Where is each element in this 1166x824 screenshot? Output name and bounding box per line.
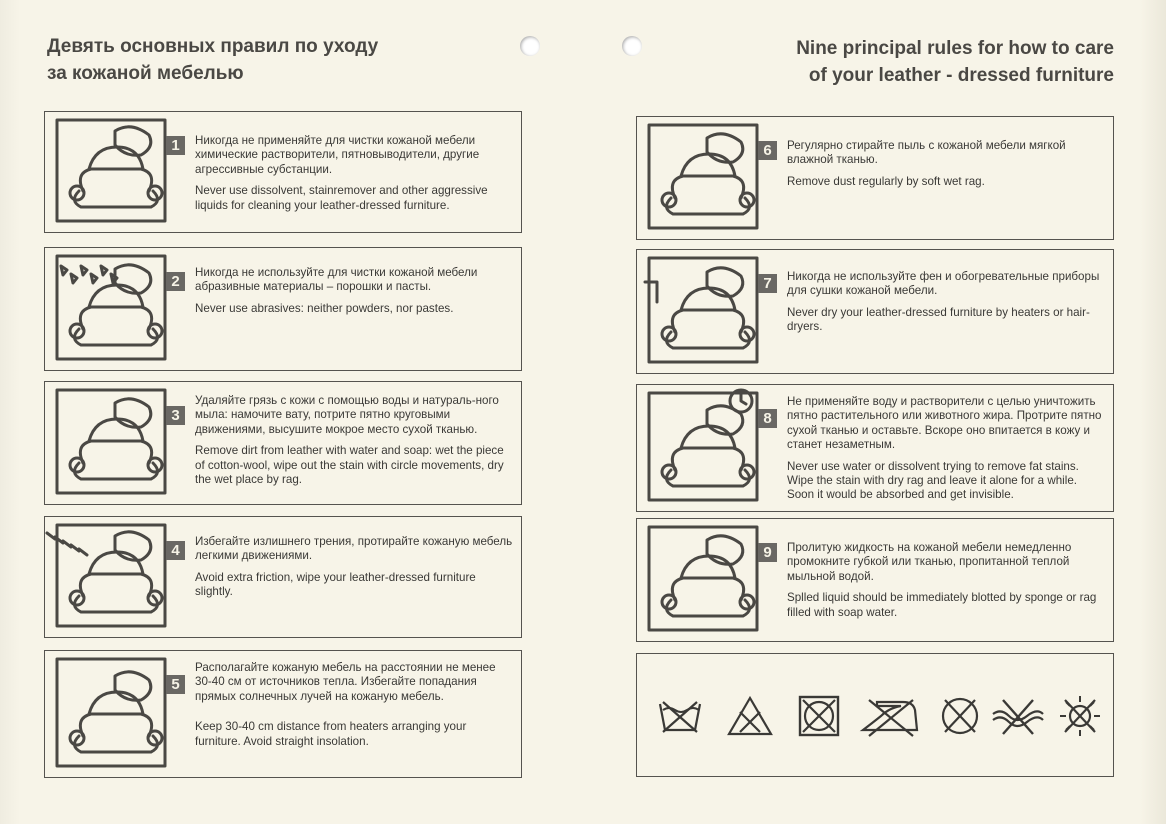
rule-number-badge: 6	[758, 141, 777, 160]
rule-number-badge: 9	[758, 543, 777, 562]
title-russian: Девять основных правил по уходу за кожаной мебелью	[47, 36, 379, 84]
illustration-rule-2	[45, 248, 185, 369]
rule-9	[636, 518, 1114, 642]
illustration-rule-9	[637, 519, 777, 640]
rule-text	[787, 139, 1105, 196]
rule-text-russian: Пролитую жидкость на кожаной мебели немедленно промокните губкой или тканью, пропитанной теплой мыльной водой.	[787, 541, 1072, 583]
illustration-rule-6	[637, 117, 777, 238]
rule-text	[787, 270, 1105, 342]
illustration-rule-8	[637, 385, 777, 510]
rule-2	[44, 247, 522, 371]
rule-text-english: Never dry your leather-dressed furniture by heaters or hair-dryers.	[787, 305, 1090, 334]
rule-number-badge: 8	[758, 409, 777, 428]
rule-text-english: Remove dust regularly by soft wet rag.	[787, 174, 985, 188]
do-not-tumble-dry-icon	[793, 694, 843, 738]
illustration-rule-1	[45, 112, 185, 231]
rule-8	[636, 384, 1114, 512]
rule-number-badge: 1	[166, 136, 185, 155]
illustration-rule-5	[45, 651, 185, 776]
rule-text-russian: Не применяйте воду и растворители с целью уничтожить пятно растительного или животного жира. Протрите пятно сухой тканью и оставьте. Вскоре оно впитается в кожу и станет незаметным.	[787, 395, 1102, 452]
do-not-iron-icon	[859, 694, 921, 738]
rule-text-russian: Удаляйте грязь с кожи с помощью воды и натураль-ного мыла: намочите вату, потрите пятно круговыми движениями, высушите мокрое место сухой тканью.	[195, 394, 499, 436]
rule-text-english: Keep 30-40 cm distance from heaters arranging your furniture. Avoid straight insolation.	[195, 720, 467, 748]
punch-hole-right	[622, 36, 642, 56]
rule-text-russian: Располагайте кожаную мебель на расстоянии не менее 30-40 см от источников тепла. Избегайте попадания прямых солнечных лучей на кожаную мебель.	[195, 661, 496, 703]
do-not-dry-clean-icon	[935, 694, 985, 738]
rule-number-badge: 3	[166, 406, 185, 425]
illustration-rule-4	[45, 517, 185, 636]
rule-3	[44, 381, 522, 505]
rule-text	[787, 541, 1105, 627]
rule-text-english: Never use water or dissolvent trying to remove fat stains. Wipe the stain with dry rag and leave it alone for a while. Soon it would be absorbed and get invisible.	[787, 459, 1079, 502]
rule-text-english: Remove dirt from leather with water and soap: wet the piece of cotton-wool, wipe out the stain with circle movements, dry the wet place by rag.	[195, 444, 504, 487]
rule-text	[195, 266, 513, 323]
rule-text	[195, 134, 513, 220]
rule-4	[44, 516, 522, 638]
rule-text-english: Splled liquid should be immediately blotted by sponge or rag filled with soap water.	[787, 591, 1097, 619]
rule-6	[636, 116, 1114, 240]
do-not-sun-dry-icon	[1055, 694, 1105, 738]
rule-1	[44, 111, 522, 233]
do-not-bleach-icon	[725, 694, 775, 738]
rule-5	[44, 650, 522, 778]
rule-7	[636, 249, 1114, 374]
rule-text-russian: Никогда не применяйте для чистки кожаной мебели химические растворители, пятновыводители, другие агрессивные субстанции.	[195, 134, 480, 176]
rule-number-badge: 7	[758, 274, 777, 293]
rule-text-russian: Избегайте излишнего трения, протирайте кожаную мебель легкими движениями.	[195, 535, 513, 563]
illustration-rule-3	[45, 382, 185, 503]
rule-number-badge: 2	[166, 272, 185, 291]
rule-text	[195, 661, 513, 756]
punch-hole-left	[520, 36, 540, 56]
rule-number-badge: 5	[166, 675, 185, 694]
rule-number-badge: 4	[166, 541, 185, 560]
rule-text-russian: Регулярно стирайте пыль с кожаной мебели мягкой влажной тканью.	[787, 139, 1066, 167]
rule-text	[195, 394, 513, 494]
rule-text-russian: Никогда не используйте для чистки кожаной мебели абразивные материалы – порошки и пасты.	[195, 266, 478, 294]
rule-text-english: Avoid extra friction, wipe your leather-dressed furniture slightly.	[195, 570, 476, 599]
do-not-wring-icon	[989, 694, 1047, 738]
illustration-rule-7	[637, 250, 777, 372]
rule-text-russian: Никогда не используйте фен и обогревательные приборы для сушки кожаной мебели.	[787, 270, 1100, 298]
do-not-wash-icon	[655, 694, 705, 738]
rule-text-english: Never use dissolvent, stainremover and other aggressive liquids for cleaning your leather-dressed furniture.	[195, 184, 488, 212]
rule-text	[787, 395, 1105, 510]
title-english: Nine principal rules for how to care of your leather - dressed furniture	[796, 38, 1114, 86]
rule-text-english: Never use abrasives: neither powders, nor pastes.	[195, 301, 454, 315]
rule-text	[195, 535, 513, 607]
care-symbols-panel	[636, 653, 1114, 777]
